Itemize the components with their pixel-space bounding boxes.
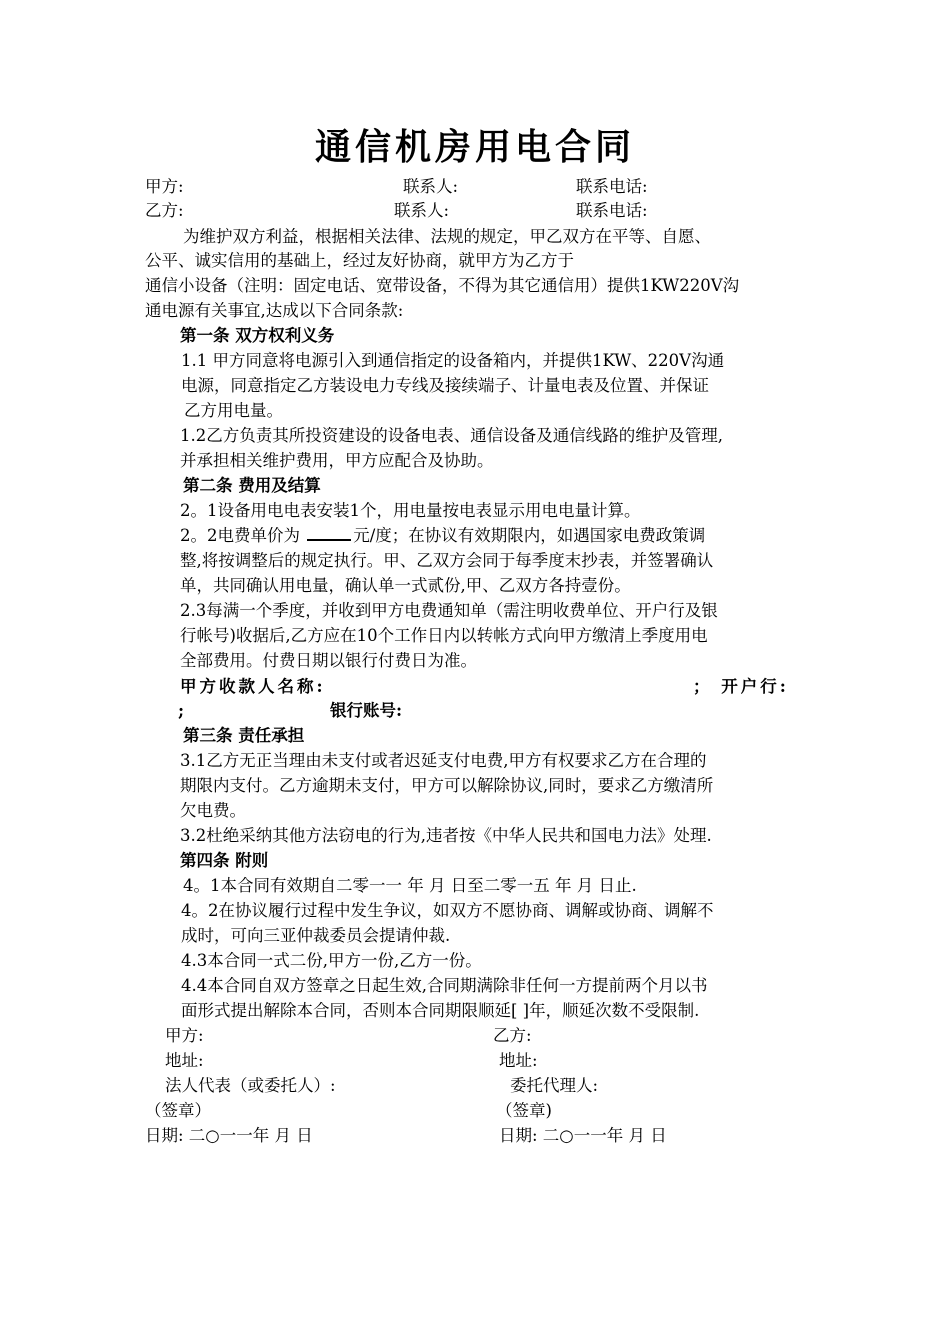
article-4-line: 4。1本合同有效期自二零一一 年 月 日至二零一五 年 月 日止. (183, 876, 637, 895)
article-2-heading: 第二条 费用及结算 (183, 476, 321, 495)
phone-b-label: 联系电话: (576, 201, 648, 220)
sign-party-b: 乙方: (493, 1026, 532, 1045)
article-4-line: 4。2在协议履行过程中发生争议，如双方不愿协商、调解或协商、调解不 (181, 901, 714, 920)
price-suffix: 元/度；在协议有效期限内，如遇国家电费政策调 (353, 526, 706, 545)
article-3-line: 期限内支付。乙方逾期未支付，甲方可以解除协议,同时，要求乙方缴清所 (180, 776, 714, 795)
intro-line: 为维护双方利益，根据相关法律、法规的规定，甲乙双方在平等、自愿、 (183, 227, 711, 246)
intro-line: 通电源有关事宜,达成以下合同条款: (145, 301, 404, 320)
article-2-line: 全部费用。付费日期以银行付费日为准。 (180, 651, 477, 670)
article-4-heading: 第四条 附则 (180, 851, 269, 870)
article-2-line: 单，共同确认用电量，确认单一式贰份,甲、乙双方各持壹份。 (180, 576, 631, 595)
article-3-line: 3.1乙方无正当理由未支付或者迟延支付电费,甲方有权要求乙方在合理的 (180, 751, 707, 770)
article-2-line: 整,将按调整后的规定执行。甲、乙双方会同于每季度末抄表，并签署确认 (180, 551, 714, 570)
article-2-price-line (180, 524, 705, 548)
sign-rep-a: 法人代表（或委托人）: (165, 1076, 336, 1095)
article-3-line: 欠电费。 (180, 801, 246, 820)
article-1-line: 1.1 甲方同意将电源引入到通信指定的设备箱内，并提供1KW、220V沟通 (181, 351, 725, 370)
price-blank[interactable] (307, 525, 351, 541)
sign-date-b: 日期: 二○一一年 月 日 (499, 1126, 667, 1145)
article-1-line: 1.2乙方负责其所投资建设的设备电表、通信设备及通信线路的维护及管理, (180, 426, 723, 445)
article-4-line: 面形式提出解除本合同，否则本合同期限顺延[ ]年，顺延次数不受限制. (181, 1001, 700, 1020)
account-label: 银行账号: (330, 701, 403, 720)
party-a-label: 甲方: (145, 177, 184, 196)
intro-line: 公平、诚实信用的基础上，经过友好协商，就甲方为乙方于 (145, 251, 574, 270)
article-1-heading: 第一条 双方权利义务 (180, 326, 335, 345)
payee-label: 甲方收款人名称: (180, 677, 326, 696)
bank-label: ； 开户行: (693, 677, 789, 696)
sign-address-a: 地址: (165, 1051, 204, 1070)
page-title: 通信机房用电合同 (314, 126, 635, 168)
sign-date-a: 日期: 二○一一年 月 日 (145, 1126, 313, 1145)
article-2-line: 2.3每满一个季度，并收到甲方电费通知单（需注明收费单位、开户行及银 (180, 601, 718, 620)
sign-rep-b: 委托代理人: (510, 1076, 599, 1095)
article-3-heading: 第三条 责任承担 (183, 726, 305, 745)
article-2-line: 2。1设备用电电表安装1个，用电量按电表显示用电电量计算。 (180, 501, 641, 520)
article-1-line: 并承担相关维护费用，甲方应配合及协助。 (180, 451, 494, 470)
contact-b-label: 联系人: (394, 201, 450, 220)
price-prefix: 2。2电费单价为 (180, 526, 306, 545)
article-3-line: 3.2杜绝采纳其他方法窃电的行为,违者按《中华人民共和国电力法》处理. (180, 826, 712, 845)
sign-party-a: 甲方: (165, 1026, 204, 1045)
article-4-line: 4.3本合同一式二份,甲方一份,乙方一份。 (181, 951, 482, 970)
phone-a-label: 联系电话: (576, 177, 648, 196)
article-2-line: 行帐号)收据后,乙方应在10个工作日内以转帐方式向甲方缴清上季度用电 (180, 626, 708, 645)
contact-a-label: 联系人: (403, 177, 459, 196)
sign-address-b: 地址: (499, 1051, 538, 1070)
intro-line: 通信小设备（注明：固定电话、宽带设备，不得为其它通信用）提供1KW220V沟 (145, 276, 740, 295)
article-4-line: 成时，可向三亚仲裁委员会提请仲裁. (181, 926, 451, 945)
article-1-line: 电源，同意指定乙方装设电力专线及接续端子、计量电表及位置、并保证 (181, 376, 709, 395)
party-b-label: 乙方: (145, 201, 184, 220)
article-4-line: 4.4本合同自双方签章之日起生效,合同期满除非任何一方提前两个月以书 (181, 976, 708, 995)
article-1-line: 乙方用电量。 (184, 401, 283, 420)
sign-seal-b: （签章) (496, 1101, 552, 1120)
semicolon: ; (178, 701, 185, 720)
sign-seal-a: （签章） (145, 1101, 211, 1120)
